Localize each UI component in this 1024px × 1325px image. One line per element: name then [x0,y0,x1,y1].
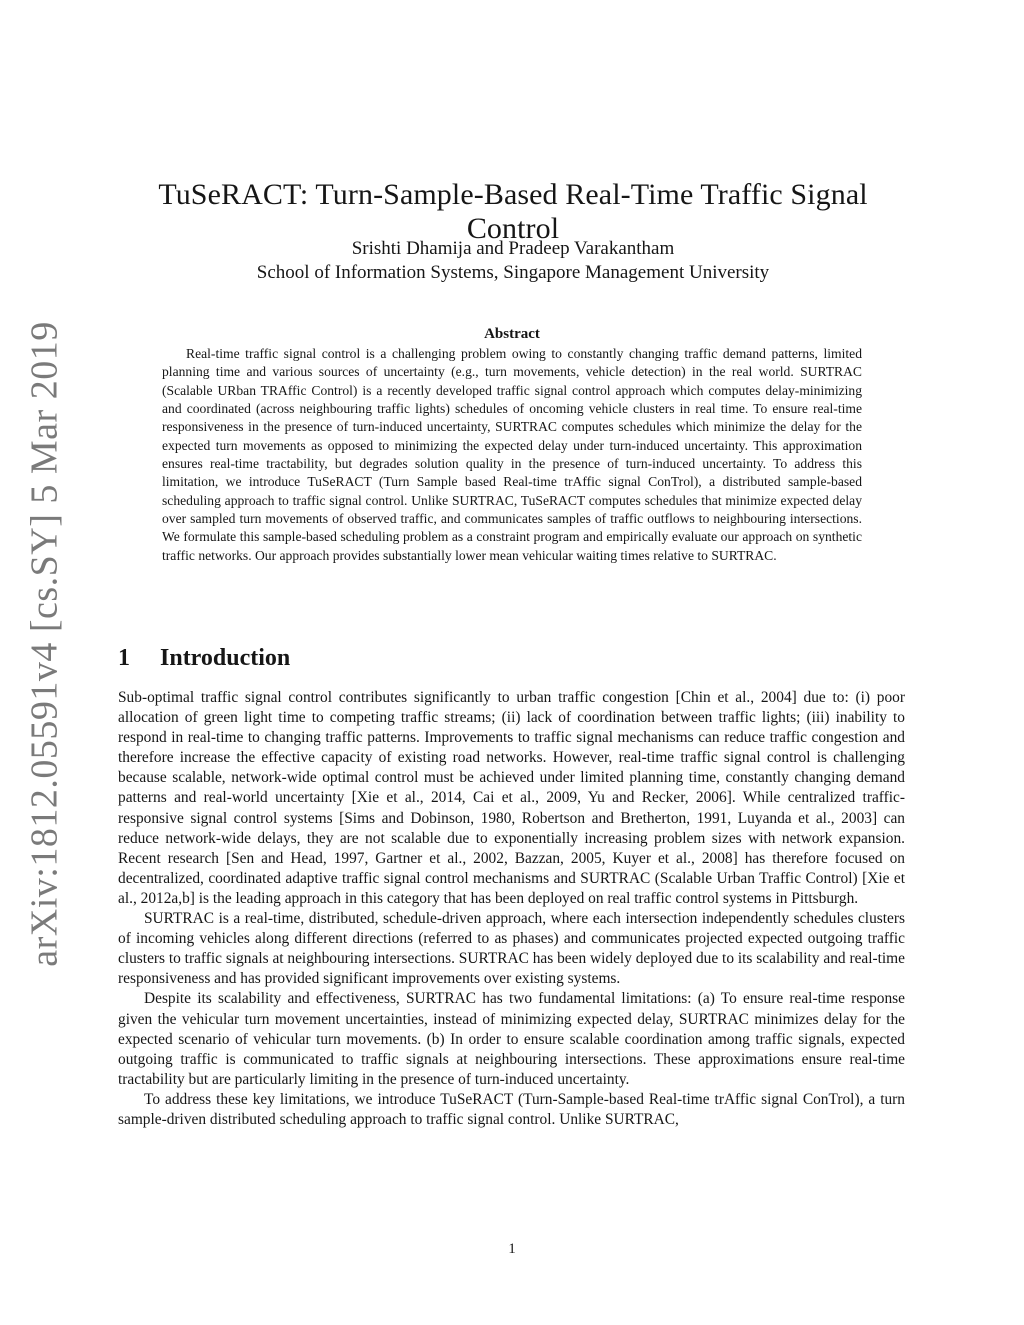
section-body [118,688,905,1130]
section-heading [118,645,290,672]
page-number: 1 [508,1241,516,1257]
arxiv-identifier-text: arXiv:1812.05591v4 [cs.SY] 5 Mar 2019 [24,321,66,967]
body-paragraph: SURTRAC is a real-time, distributed, schedule-driven approach, where each intersection independently schedules clusters of incoming vehicles along different directions (referred to as phases) and communicates projected expected outgoing traffic clusters to traffic signals at neighbouring intersections. SURTRAC has been widely deployed due to its scalability and real-time responsiveness and has provided significant improvements over existing systems. [118,910,905,988]
body-paragraph: To address these key limitations, we introduce TuSeRACT (Turn-Sample-based Real-time trAffic signal ConTrol), a turn sample-driven distributed scheduling approach to traffic signal control. Unlike SURTRAC, [118,1090,905,1128]
paper-affiliation: School of Information Systems, Singapore Management University [256,262,770,283]
body-paragraph: Despite its scalability and effectiveness, SURTRAC has two fundamental limitations: (a) To ensure real-time response given the vehicular turn movement uncertainties, instead of minimizing expected delay, SURTRAC minimizes delay for the expected scenario of vehicular turn movements. (b) In order to ensure scalable coordination among traffic signals, expected outgoing traffic is communicated to traffic signals at neighbouring intersections. These approximations ensure real-time tractability but are particularly limiting in the presence of turn-induced uncertainty. [118,990,905,1088]
section-number: 1 [118,645,130,671]
arxiv-identifier-stamp [22,321,68,967]
body-paragraph: Sub-optimal traffic signal control contributes significantly to urban traffic congestion [Chin et al., 2004] due to: (i) poor allocation of green light time to competing traffic streams; (ii) lack of coordination between traffic lights; (iii) inability to respond in real-time to changing traffic patterns. Improvements to traffic signal mechanisms can reduce traffic congestion and therefore increase the effective capacity of existing road networks. However, real-time traffic signal control is challenging because scalable, network-wide optimal control must be achieved under limited planning time, constantly changing demand patterns and real-world uncertainty [Xie et al., 2014, Cai et al., 2009, Yu and Recker, 2006]. While centralized traffic-responsive signal control systems [Sims and Dobinson, 1980, Robertson and Bretherton, 1991, Luyanda et al., 2003] can reduce network-wide delays, they are not scalable due to exponentially increasing problem sizes with network expansion. Recent research [Sen and Head, 1997, Gartner et al., 2002, Bazzan, 2005, Kuyer et al., 2008] has therefore focused on decentralized, coordinated adaptive traffic signal control mechanisms and SURTRAC (Scalable Urban Traffic Control) [Xie et al., 2012a,b] is the leading approach in this category that has been deployed on real traffic control systems in Pittsburgh. [118,689,905,907]
paper-authors: Srishti Dhamija and Pradeep Varakantham [351,238,675,259]
abstract-text: Real-time traffic signal control is a challenging problem owing to constantly changing traffic demand patterns, limited planning time and various sources of uncertainty (e.g., turn movements, vehicle detection) in the real world. SURTRAC (Scalable URban TRAffic Control) is a recently developed traffic signal control approach which computes delay-minimizing and coordinated (across neighbouring traffic lights) schedules of oncoming vehicle clusters in real time. To ensure real-time responsiveness in the presence of turn-induced uncertainty, SURTRAC computes schedules which minimize the delay for the expected turn movements as opposed to minimizing the expected delay under turn-induced uncertainty. This approximation ensures real-time tractability, but degrades solution quality in the presence of turn-induced uncertainty. To address this limitation, we introduce TuSeRACT (Turn Sample based Real-time trAffic signal ConTrol), a distributed sample-based scheduling approach to traffic signal control. Unlike SURTRAC, TuSeRACT computes schedules that minimize expected delay over sampled turn movements of observed traffic, and communicates samples of traffic outflows to neighbouring intersections. We formulate this sample-based scheduling problem as a constraint program and empirically evaluate our approach on synthetic traffic networks. Our approach provides substantially lower mean vehicular waiting times relative to SURTRAC. [162,346,862,563]
abstract-heading: Abstract [484,326,540,342]
section-title: Introduction [160,645,291,671]
paper-title: TuSeRACT: Turn-Sample-Based Real-Time Traffic Signal Control [158,178,868,245]
